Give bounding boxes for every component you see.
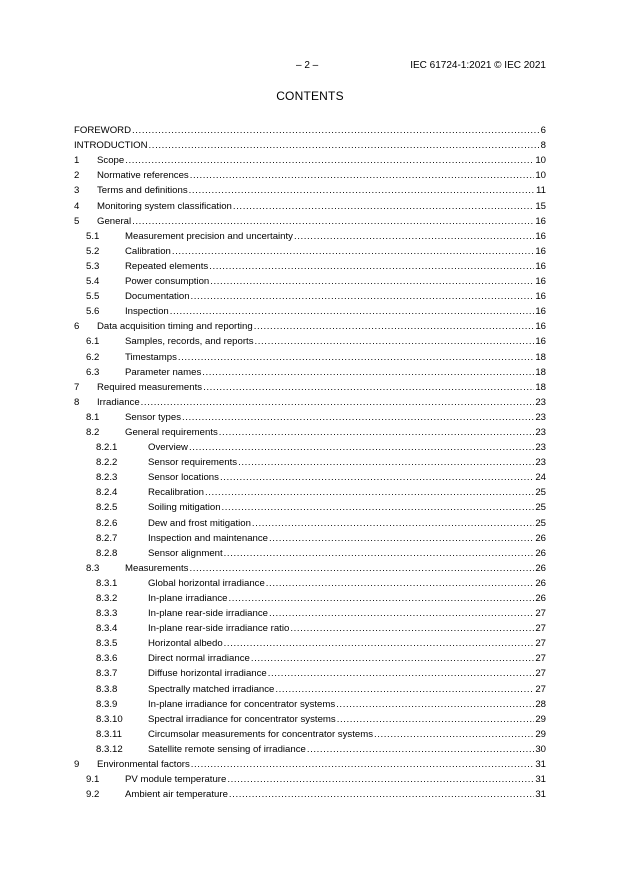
toc-dot-leader <box>252 518 534 530</box>
toc-entry-title: Satellite remote sensing of irradiance <box>148 743 306 755</box>
toc-dot-leader <box>269 608 534 620</box>
toc-entry-number: 8.3.6 <box>96 653 118 665</box>
toc-entry-page: 23 <box>535 457 546 469</box>
toc-entry-page: 31 <box>535 774 546 786</box>
toc-entry-number: 8.3.12 <box>96 743 123 755</box>
toc-entry[interactable] <box>74 560 546 575</box>
toc-entry-page: 31 <box>535 789 546 801</box>
toc-entry[interactable] <box>74 756 546 771</box>
toc-entry-title: Global horizontal irradiance <box>148 577 265 589</box>
toc-entry-number: 8.3.1 <box>96 577 118 589</box>
toc-entry-page: 23 <box>535 442 546 454</box>
toc-entry-title: In-plane rear-side irradiance <box>148 608 268 620</box>
toc-entry-title: Calibration <box>125 245 171 257</box>
toc-entry-title: Recalibration <box>148 487 204 499</box>
toc-entry[interactable] <box>74 514 546 529</box>
toc-entry[interactable] <box>74 243 546 258</box>
toc-entry-title: Sensor types <box>125 411 181 423</box>
toc-entry-title: Parameter names <box>125 366 202 378</box>
toc-entry-page: 18 <box>535 381 546 393</box>
toc-entry-title: General <box>97 215 132 227</box>
toc-entry-number: 8.2.3 <box>96 472 118 484</box>
toc-entry-page: 16 <box>535 276 546 288</box>
toc-entry-page: 24 <box>535 472 546 484</box>
toc-entry-number: 8.2 <box>86 426 100 438</box>
toc-entry-title: Sensor locations <box>148 472 219 484</box>
toc-entry-number: 6 <box>74 321 80 333</box>
toc-dot-leader <box>228 593 534 605</box>
toc-entry-title: Ambient air temperature <box>125 789 228 801</box>
toc-entry[interactable] <box>74 288 546 303</box>
toc-entry-number: 8.3.9 <box>96 698 118 710</box>
toc-dot-leader <box>275 684 534 696</box>
toc-entry-page: 26 <box>535 547 546 559</box>
toc-entry-page: 16 <box>535 245 546 257</box>
toc-entry-number: 8.3.5 <box>96 638 118 650</box>
toc-entry-number: 8.2.7 <box>96 532 118 544</box>
toc-entry-title: In-plane rear-side irradiance ratio <box>148 623 290 635</box>
toc-entry-title: Measurements <box>125 562 189 574</box>
toc-entry-title: Measurement precision and uncertainty <box>125 230 293 242</box>
toc-entry[interactable] <box>74 333 546 348</box>
toc-entry-title: Diffuse horizontal irradiance <box>148 668 267 680</box>
toc-entry[interactable] <box>74 620 546 635</box>
toc-entry-title: In-plane irradiance <box>148 593 228 604</box>
toc-dot-leader <box>178 352 534 364</box>
toc-entry-title: Power consumption <box>125 276 210 288</box>
toc-entry[interactable] <box>74 726 546 741</box>
toc-dot-leader <box>132 216 534 228</box>
toc-entry-page: 16 <box>535 336 546 348</box>
page-title: CONTENTS <box>276 89 344 103</box>
toc-entry-page: 26 <box>535 593 546 604</box>
toc-entry-number: 8.3.4 <box>96 623 118 635</box>
toc-dot-leader <box>205 487 534 499</box>
toc-entry-page: 26 <box>535 532 546 544</box>
toc-entry-number: 7 <box>74 381 80 393</box>
toc-entry[interactable] <box>74 213 546 228</box>
toc-entry-number: 5.3 <box>86 260 100 272</box>
toc-entry-title: In-plane irradiance for concentrator systems <box>148 698 336 710</box>
toc-entry-number: 8.3.7 <box>96 668 118 680</box>
toc-entry-title: Timestamps <box>125 351 177 363</box>
toc-entry-number: 9.2 <box>86 789 100 801</box>
toc-dot-leader <box>125 155 534 167</box>
toc-entry[interactable] <box>74 137 546 152</box>
toc-entry[interactable] <box>74 409 546 424</box>
toc-entry-page: 27 <box>535 623 546 635</box>
toc-dot-leader <box>170 306 535 318</box>
toc-entry[interactable] <box>74 530 546 545</box>
toc-dot-leader <box>190 170 535 182</box>
toc-entry-title: Inspection <box>125 306 169 318</box>
toc-dot-leader <box>220 472 534 484</box>
toc-entry-page: 16 <box>535 291 546 303</box>
toc-dot-leader <box>222 502 535 514</box>
toc-entry-page: 30 <box>535 743 546 755</box>
toc-entry[interactable] <box>74 197 546 212</box>
toc-entry[interactable] <box>74 545 546 560</box>
toc-entry-title: Inspection and maintenance <box>148 532 269 544</box>
toc-entry[interactable] <box>74 182 546 197</box>
toc-dot-leader <box>336 699 534 711</box>
toc-dot-leader <box>238 457 534 469</box>
toc-dot-leader <box>189 185 535 197</box>
toc-dot-leader <box>233 201 534 213</box>
toc-entry-title: PV module temperature <box>125 774 227 786</box>
toc-entry-page: 27 <box>535 608 546 620</box>
toc-entry-number: 8.3 <box>86 562 100 574</box>
toc-entry[interactable] <box>74 469 546 484</box>
toc-entry-title: Repeated elements <box>125 260 209 272</box>
toc-entry-title: Monitoring system classification <box>97 200 232 212</box>
toc-dot-leader <box>209 261 534 273</box>
toc-entry-title: Irradiance <box>97 396 140 408</box>
toc-entry-page: 26 <box>535 562 546 574</box>
toc-dot-leader <box>224 548 535 560</box>
toc-entry-number: 5.1 <box>86 230 100 242</box>
toc-entry[interactable] <box>74 228 546 243</box>
toc-entry-page: 18 <box>535 366 546 378</box>
toc-entry-number: 5.5 <box>86 291 100 303</box>
toc-dot-leader <box>182 412 534 424</box>
toc-entry-number: 5.2 <box>86 245 100 257</box>
toc-entry-number: 9 <box>74 759 80 771</box>
toc-dot-leader <box>268 668 535 680</box>
toc-entry[interactable] <box>74 273 546 288</box>
toc-entry-title: Soiling mitigation <box>148 502 221 514</box>
toc-entry-title: Required measurements <box>97 381 203 393</box>
toc-entry-page: 23 <box>535 396 546 408</box>
toc-dot-leader <box>172 246 534 258</box>
page-number: – 2 – <box>296 60 319 71</box>
toc-entry-page: 28 <box>535 698 546 710</box>
toc-entry-page: 16 <box>535 260 546 272</box>
toc-entry-title: Documentation <box>125 291 190 303</box>
toc-entry-page: 10 <box>535 155 546 167</box>
toc-entry-title: Dew and frost mitigation <box>148 517 251 529</box>
toc-dot-leader <box>255 336 535 348</box>
toc-entry-title: Overview <box>148 442 188 454</box>
toc-dot-leader <box>251 653 534 665</box>
toc-entry-page: 18 <box>535 351 546 363</box>
toc-entry-page: 10 <box>535 170 546 182</box>
toc-dot-leader <box>224 638 535 650</box>
table-of-contents <box>74 122 546 801</box>
toc-entry-title: Normative references <box>97 170 189 182</box>
toc-entry[interactable] <box>74 394 546 409</box>
toc-dot-leader <box>189 563 534 575</box>
toc-entry[interactable] <box>74 484 546 499</box>
toc-entry-number: 6.2 <box>86 351 100 363</box>
toc-entry-number: 1 <box>74 155 80 167</box>
toc-entry[interactable] <box>74 786 546 801</box>
toc-dot-leader <box>254 321 535 333</box>
toc-entry-number: 6.3 <box>86 366 100 378</box>
toc-entry-number: 8 <box>74 396 80 408</box>
toc-entry-number: 8.2.5 <box>96 502 118 514</box>
toc-entry-number: 8.2.8 <box>96 547 118 559</box>
toc-entry-page: 23 <box>535 411 546 423</box>
toc-dot-leader <box>141 397 535 409</box>
toc-entry-title: Terms and definitions <box>97 185 188 197</box>
toc-entry-number: 5.4 <box>86 276 100 288</box>
toc-entry-page: 15 <box>535 200 546 212</box>
toc-entry-number: 5.6 <box>86 306 100 318</box>
toc-dot-leader <box>149 140 540 152</box>
toc-entry-title: Data acquisition timing and reporting <box>97 321 253 333</box>
toc-dot-leader <box>189 442 534 454</box>
toc-entry-page: 16 <box>535 215 546 227</box>
toc-dot-leader <box>337 714 535 726</box>
toc-dot-leader <box>229 789 534 801</box>
toc-entry-title: Spectral irradiance for concentrator systems <box>148 713 336 725</box>
toc-entry-title: Circumsolar measurements for concentrator systems <box>148 728 373 740</box>
toc-entry-title: Sensor alignment <box>148 547 223 559</box>
toc-entry[interactable] <box>74 696 546 711</box>
toc-entry[interactable] <box>74 364 546 379</box>
toc-entry-number: 4 <box>74 200 80 212</box>
toc-dot-leader <box>132 125 540 137</box>
toc-entry[interactable] <box>74 680 546 695</box>
toc-dot-leader <box>191 291 535 303</box>
toc-entry-page: 6 <box>540 125 546 137</box>
toc-entry[interactable] <box>74 167 546 182</box>
toc-entry-number: 5 <box>74 215 80 227</box>
toc-dot-leader <box>307 744 534 756</box>
toc-entry[interactable] <box>74 348 546 363</box>
toc-entry-page: 27 <box>535 638 546 650</box>
toc-entry-number: 9.1 <box>86 774 100 786</box>
toc-entry-page: 27 <box>535 668 546 680</box>
toc-entry-number: 6.1 <box>86 336 100 348</box>
toc-entry-page: 27 <box>535 653 546 665</box>
toc-entry-number: 2 <box>74 170 80 182</box>
toc-entry-page: 29 <box>535 713 546 725</box>
toc-entry-page: 26 <box>535 577 546 589</box>
toc-dot-leader <box>227 774 534 786</box>
toc-entry[interactable] <box>74 318 546 333</box>
toc-entry-title: FOREWORD <box>74 125 132 137</box>
toc-entry[interactable] <box>74 152 546 167</box>
toc-entry[interactable] <box>74 650 546 665</box>
toc-entry-page: 31 <box>535 759 546 771</box>
toc-entry[interactable] <box>74 303 546 318</box>
toc-entry-page: 11 <box>536 185 546 197</box>
toc-entry-number: 8.3.3 <box>96 608 118 620</box>
toc-entry-number: 3 <box>74 185 80 197</box>
toc-entry-title: Spectrally matched irradiance <box>148 683 275 695</box>
toc-dot-leader <box>191 759 535 771</box>
toc-entry[interactable] <box>74 605 546 620</box>
toc-entry-number: 8.2.1 <box>96 442 118 454</box>
toc-entry-number: 8.3.10 <box>96 713 123 725</box>
toc-dot-leader <box>269 533 534 545</box>
toc-entry-page: 16 <box>535 321 546 333</box>
toc-entry-number: 8.2.4 <box>96 487 118 499</box>
toc-entry-title: Scope <box>97 155 125 167</box>
toc-entry-page: 8 <box>540 140 546 152</box>
toc-entry[interactable] <box>74 635 546 650</box>
toc-entry-page: 29 <box>535 728 546 740</box>
toc-dot-leader <box>202 367 534 379</box>
toc-entry-number: 8.3.2 <box>96 593 118 604</box>
toc-entry[interactable] <box>74 711 546 726</box>
toc-entry-title: Horizontal albedo <box>148 638 223 650</box>
toc-dot-leader <box>374 729 534 741</box>
toc-entry-number: 8.2.2 <box>96 457 118 469</box>
toc-entry[interactable] <box>74 575 546 590</box>
toc-dot-leader <box>203 382 534 394</box>
toc-entry-number: 8.3.11 <box>96 728 122 740</box>
toc-entry-number: 8.3.8 <box>96 683 118 695</box>
toc-dot-leader <box>266 578 535 590</box>
page-header <box>0 60 620 74</box>
toc-dot-leader <box>290 623 534 635</box>
toc-entry[interactable] <box>74 499 546 514</box>
toc-entry-title: Direct normal irradiance <box>148 653 250 665</box>
toc-entry[interactable] <box>74 258 546 273</box>
toc-entry[interactable] <box>74 379 546 394</box>
toc-entry-page: 16 <box>535 230 546 242</box>
toc-entry-number: 8.2.6 <box>96 517 118 529</box>
toc-entry-page: 25 <box>535 487 546 499</box>
toc-entry[interactable] <box>74 590 546 605</box>
toc-dot-leader <box>219 427 535 439</box>
toc-entry-page: 16 <box>535 306 546 318</box>
toc-entry-page: 25 <box>535 502 546 514</box>
toc-entry[interactable] <box>74 741 546 756</box>
toc-entry-title: Sensor requirements <box>148 457 238 469</box>
toc-entry-title: INTRODUCTION <box>74 140 148 152</box>
document-reference: IEC 61724-1:2021 © IEC 2021 <box>410 60 546 71</box>
toc-entry-page: 23 <box>535 426 546 438</box>
toc-entry[interactable] <box>74 439 546 454</box>
toc-entry[interactable] <box>74 424 546 439</box>
toc-entry-title: Environmental factors <box>97 759 190 771</box>
toc-entry-page: 25 <box>535 517 546 529</box>
toc-entry-title: Samples, records, and reports <box>125 336 254 348</box>
toc-entry-number: 8.1 <box>86 411 100 423</box>
toc-entry[interactable] <box>74 771 546 786</box>
toc-entry-title: General requirements <box>125 426 218 438</box>
toc-entry-page: 27 <box>535 683 546 695</box>
toc-entry[interactable] <box>74 122 546 137</box>
toc-entry[interactable] <box>74 454 546 469</box>
toc-dot-leader <box>294 231 534 243</box>
toc-entry[interactable] <box>74 665 546 680</box>
toc-dot-leader <box>210 276 534 288</box>
